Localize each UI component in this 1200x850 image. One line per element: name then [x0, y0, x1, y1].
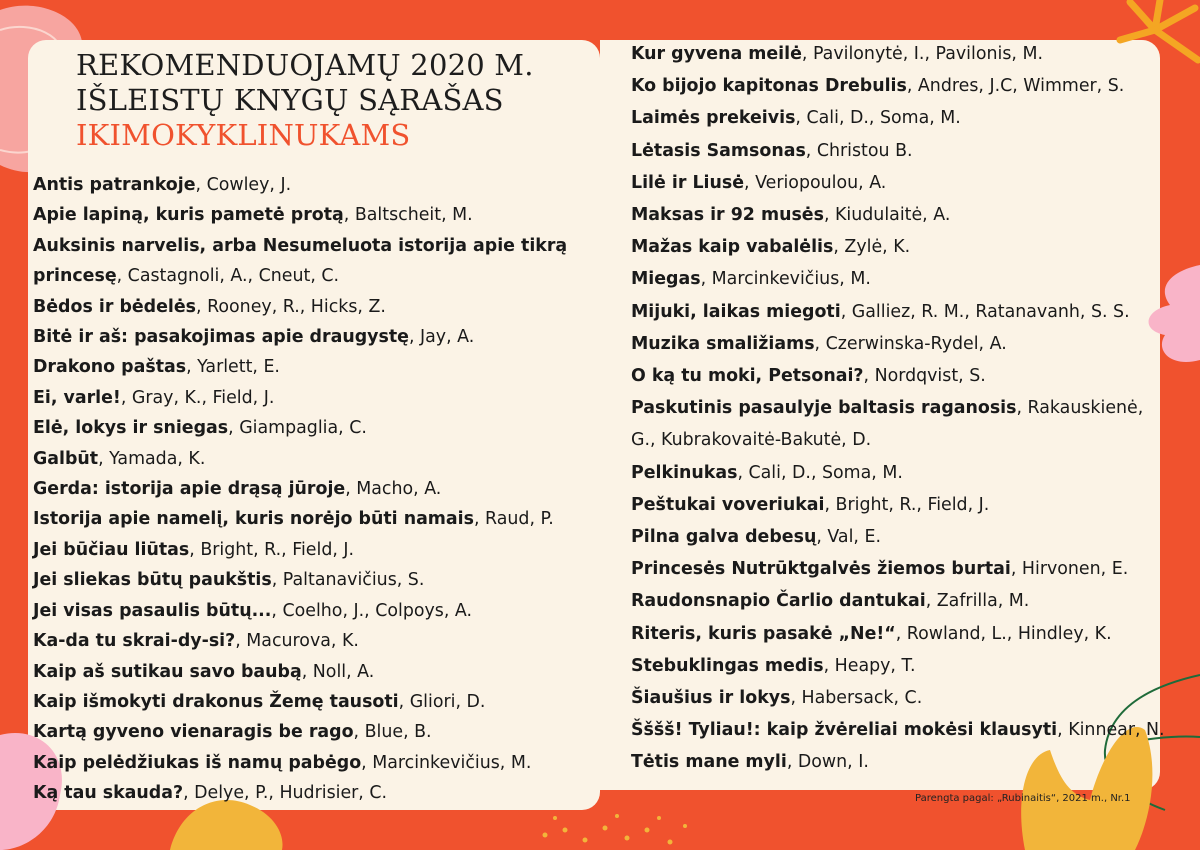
list-item — [33, 626, 598, 656]
book-author: , Macurova, K. — [235, 631, 359, 652]
book-title: Kaip aš sutikau savo baubą — [33, 661, 302, 682]
list-item — [631, 296, 1166, 328]
book-author: , Veriopoulou, A. — [744, 172, 887, 193]
book-author: , Jay, A. — [408, 327, 475, 348]
list-item — [631, 360, 1166, 392]
book-author: , Noll, A. — [301, 661, 375, 682]
book-author: , Galliez, R. M., Ratanavanh, S. S. — [840, 301, 1130, 322]
book-author: , Marcinkevičius, M. — [700, 269, 871, 290]
book-title: Stebuklingas medis — [631, 655, 824, 676]
book-title: Paskutinis pasaulyje baltasis raganosis — [631, 398, 1017, 419]
book-title: Bitė ir aš: pasakojimas apie draugystę — [33, 327, 409, 348]
list-item — [631, 102, 1166, 134]
list-item — [631, 328, 1166, 360]
book-title: Kur gyvena meilė — [631, 44, 802, 64]
book-title: Lėtasis Samsonas — [631, 140, 806, 161]
book-title: Apie lapiną, kuris pametė protą — [33, 205, 344, 226]
book-title: Lilė ir Liusė — [631, 172, 745, 193]
list-item — [631, 521, 1166, 553]
book-title: Gerda: istorija apie drąsą jūroje — [33, 479, 346, 500]
list-item — [631, 650, 1166, 682]
list-item — [631, 38, 1166, 70]
book-author: , Andres, J.C, Wimmer, S. — [906, 76, 1125, 97]
book-title: Miegas — [631, 269, 701, 290]
list-item — [33, 717, 598, 747]
book-author: , Cowley, J. — [195, 175, 292, 195]
list-item — [631, 457, 1166, 489]
list-item — [33, 535, 598, 565]
list-item — [631, 135, 1166, 167]
book-author: , Marcinkevičius, M. — [361, 752, 532, 773]
list-item — [631, 70, 1166, 102]
book-title: Ką tau skauda? — [33, 783, 184, 804]
title-line-2: IŠLEISTŲ KNYGŲ SĄRAŠAS — [76, 83, 504, 117]
book-author: , Delye, P., Hudrisier, C. — [183, 783, 388, 804]
book-author: , Blue, B. — [353, 722, 432, 743]
book-author: , Nordqvist, S. — [863, 366, 986, 387]
book-author: , Val, E. — [816, 527, 881, 548]
book-title: O ką tu moki, Petsonai? — [631, 366, 864, 387]
book-title: Raudonsnapio Čarlio dantukai — [631, 591, 926, 612]
list-item — [631, 263, 1166, 295]
list-item — [631, 585, 1166, 617]
list-item — [33, 444, 598, 474]
list-item — [631, 231, 1166, 263]
book-title: Princesės Nutrūktgalvės žiemos burtai — [631, 559, 1011, 580]
book-author: , Habersack, C. — [790, 688, 923, 709]
list-item — [33, 778, 598, 808]
list-item — [631, 489, 1166, 521]
book-title: Ko bijojo kapitonas Drebulis — [631, 76, 907, 97]
book-title: Antis patrankoje — [33, 175, 196, 195]
book-title: Tėtis mane myli — [631, 752, 787, 773]
book-author: , Yarlett, E. — [186, 357, 280, 378]
book-author: , Gliori, D. — [398, 691, 486, 712]
list-item — [33, 504, 598, 534]
book-title: Šiaušius ir lokys — [631, 688, 791, 709]
list-item — [631, 167, 1166, 199]
book-title: Istorija apie namelį, kuris norėjo būti namais — [33, 509, 474, 530]
book-author: , Baltscheit, M. — [343, 205, 473, 226]
book-title: Mijuki, laikas miegoti — [631, 301, 841, 322]
book-title: Mažas kaip vabalėlis — [631, 237, 834, 258]
list-item — [33, 170, 598, 200]
book-author: , Castagnoli, A., Cneut, C. — [116, 266, 340, 287]
book-author: , Bright, R., Field, J. — [824, 494, 990, 515]
list-item — [631, 553, 1166, 585]
book-title: Kaip išmokyti drakonus Žemę tausoti — [33, 691, 399, 712]
list-item — [33, 322, 598, 352]
page-title — [76, 48, 534, 153]
book-title: Maksas ir 92 musės — [631, 205, 824, 226]
book-author: , Giampaglia, C. — [228, 418, 367, 439]
book-title: Ei, varle! — [33, 387, 121, 408]
book-title: Kartą gyveno vienaragis be rago — [33, 722, 354, 743]
book-title: Elė, lokys ir sniegas — [33, 418, 229, 439]
book-title: Laimės prekeivis — [631, 108, 796, 129]
title-line-3: IKIMOKYKLINUKAMS — [76, 118, 411, 152]
list-item — [631, 618, 1166, 650]
list-item — [33, 565, 598, 595]
book-list-left — [33, 170, 598, 809]
list-item — [631, 714, 1166, 746]
list-item — [33, 748, 598, 778]
list-item — [33, 657, 598, 687]
list-item — [631, 746, 1166, 778]
list-item — [33, 200, 598, 230]
book-title: Ka-da tu skrai-dy-si? — [33, 631, 236, 652]
book-author: , Gray, K., Field, J. — [120, 387, 275, 408]
book-author: , Pavilonytė, I., Pavilonis, M. — [801, 44, 1043, 64]
book-title: Auksinis narvelis, arba Nesumeluota istorija apie tikrą princesę — [33, 235, 568, 287]
list-item — [631, 392, 1166, 456]
book-author: , Kiudulaitė, A. — [823, 205, 951, 226]
book-title: Riteris, kuris pasakė „Ne!“ — [631, 623, 896, 644]
book-title: Kaip pelėdžiukas iš namų pabėgo — [33, 752, 362, 773]
book-author: , Raud, P. — [473, 509, 554, 530]
book-title: Šššš! Tyliau!: kaip žvėreliai mokėsi klausyti — [631, 720, 1058, 741]
list-item — [33, 352, 598, 382]
book-author: , Yamada, K. — [98, 448, 206, 469]
list-item — [33, 383, 598, 413]
book-title: Drakono paštas — [33, 357, 187, 378]
book-author: , Hirvonen, E. — [1010, 559, 1129, 580]
book-author: , Zylė, K. — [833, 237, 911, 258]
book-author: , Kinnear, N. — [1057, 720, 1165, 741]
list-item — [33, 596, 598, 626]
book-title: Peštukai voveriukai — [631, 494, 825, 515]
list-item — [33, 687, 598, 717]
book-title: Jei būčiau liūtas — [33, 539, 190, 560]
list-item — [33, 231, 598, 292]
book-author: , Rakauskienė, G., Kubrakovaitė-Bakutė, D. — [631, 398, 1144, 451]
list-item — [33, 474, 598, 504]
list-item — [631, 199, 1166, 231]
book-title: Galbūt — [33, 448, 99, 469]
book-author: , Coelho, J., Colpoys, A. — [271, 600, 473, 621]
book-title: Pelkinukas — [631, 462, 738, 483]
book-author: , Down, I. — [786, 752, 869, 773]
book-author: , Paltanavičius, S. — [271, 570, 425, 591]
book-author: , Rowland, L., Hindley, K. — [895, 623, 1112, 644]
title-line-1: REKOMENDUOJAMŲ 2020 M. — [76, 48, 534, 82]
book-title: Muzika smaližiams — [631, 333, 815, 354]
book-author: , Czerwinska-Rydel, A. — [814, 333, 1007, 354]
source-note: Parengta pagal: „Rubinaitis“, 2021 m., Nr.1 — [915, 793, 1131, 804]
book-author: , Cali, D., Soma, M. — [795, 108, 961, 129]
book-title: Pilna galva debesų — [631, 527, 817, 548]
book-author: , Macho, A. — [345, 479, 442, 500]
list-item — [33, 413, 598, 443]
book-list-right — [631, 38, 1166, 779]
book-author: , Bright, R., Field, J. — [189, 539, 355, 560]
list-item — [631, 682, 1166, 714]
book-title: Jei visas pasaulis būtų... — [33, 600, 272, 621]
book-title: Bėdos ir bėdelės — [33, 296, 197, 317]
book-author: , Christou B. — [805, 140, 913, 161]
book-author: , Zafrilla, M. — [925, 591, 1030, 612]
book-author: , Heapy, T. — [823, 655, 916, 676]
book-author: , Cali, D., Soma, M. — [737, 462, 903, 483]
list-item — [33, 292, 598, 322]
book-title: Jei sliekas būtų paukštis — [33, 570, 272, 591]
book-author: , Rooney, R., Hicks, Z. — [196, 296, 386, 317]
